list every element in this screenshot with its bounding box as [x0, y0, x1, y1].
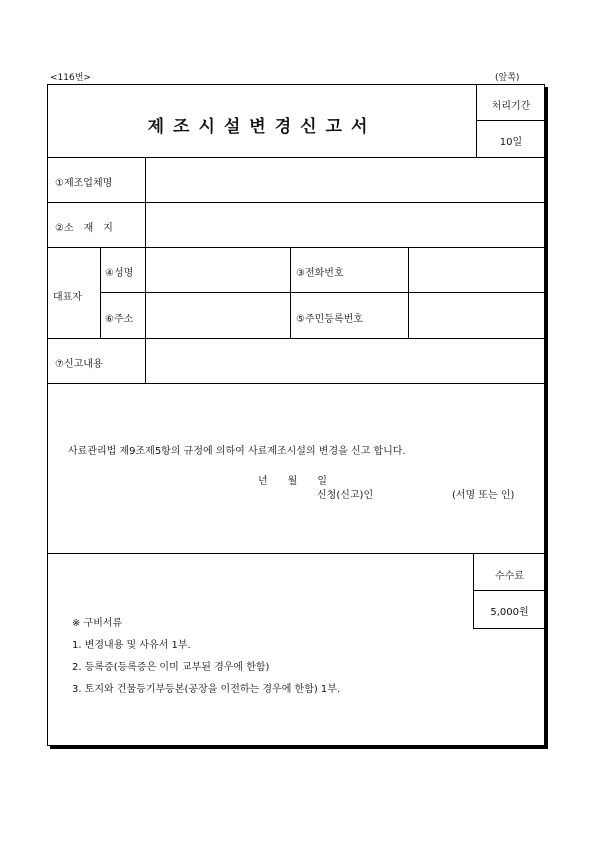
- document-item: 2. 등록증(등록증은 이미 교부된 경우에 한함): [72, 662, 270, 673]
- fee-label: 수수료: [495, 571, 524, 582]
- date-line: 년 월 일: [258, 476, 327, 487]
- name-field[interactable]: [146, 248, 289, 292]
- document-item: 3. 토지와 건물등기부등본(공장을 이전하는 경우에 한함) 1부.: [72, 684, 341, 695]
- processing-period-value: 10일: [499, 137, 523, 148]
- statement-text: 사료관리법 제9조제5항의 규정에 의하여 사료제조시설의 변경을 신고 합니다.: [68, 446, 406, 457]
- name-label: ④성명: [105, 268, 134, 279]
- frame-shadow-right: [545, 87, 548, 749]
- document-item: 1. 변경내용 및 사유서 1부.: [72, 640, 191, 651]
- location-label: ②소 재 지: [55, 223, 113, 234]
- fee-value: 5,000원: [490, 607, 529, 618]
- phone-label: ③전화번호: [296, 268, 344, 279]
- signature-label: (서명 또는 인): [452, 490, 515, 501]
- form-number: <116번>: [50, 73, 91, 83]
- resident-number-field[interactable]: [409, 293, 544, 338]
- address-label: ⑥주소: [105, 314, 134, 325]
- business-name-field[interactable]: [146, 158, 544, 202]
- resident-number-label: ⑤주민등록번호: [296, 314, 363, 325]
- form-title: 제조시설변경신고서: [147, 117, 377, 137]
- business-name-label: ①제조업체명: [55, 178, 113, 189]
- page-side-note: (앞쪽): [495, 73, 520, 83]
- location-field[interactable]: [146, 203, 544, 247]
- frame-shadow-bottom: [50, 746, 548, 749]
- phone-field[interactable]: [409, 248, 544, 292]
- report-content-field[interactable]: [146, 339, 544, 383]
- applicant-label: 신청(신고)인: [317, 490, 374, 501]
- processing-period-label: 처리기간: [491, 101, 531, 112]
- documents-heading: ※ 구비서류: [72, 618, 123, 629]
- representative-label: 대표자: [53, 292, 82, 303]
- address-field[interactable]: [146, 293, 289, 338]
- report-content-label: ⑦신고내용: [55, 359, 103, 370]
